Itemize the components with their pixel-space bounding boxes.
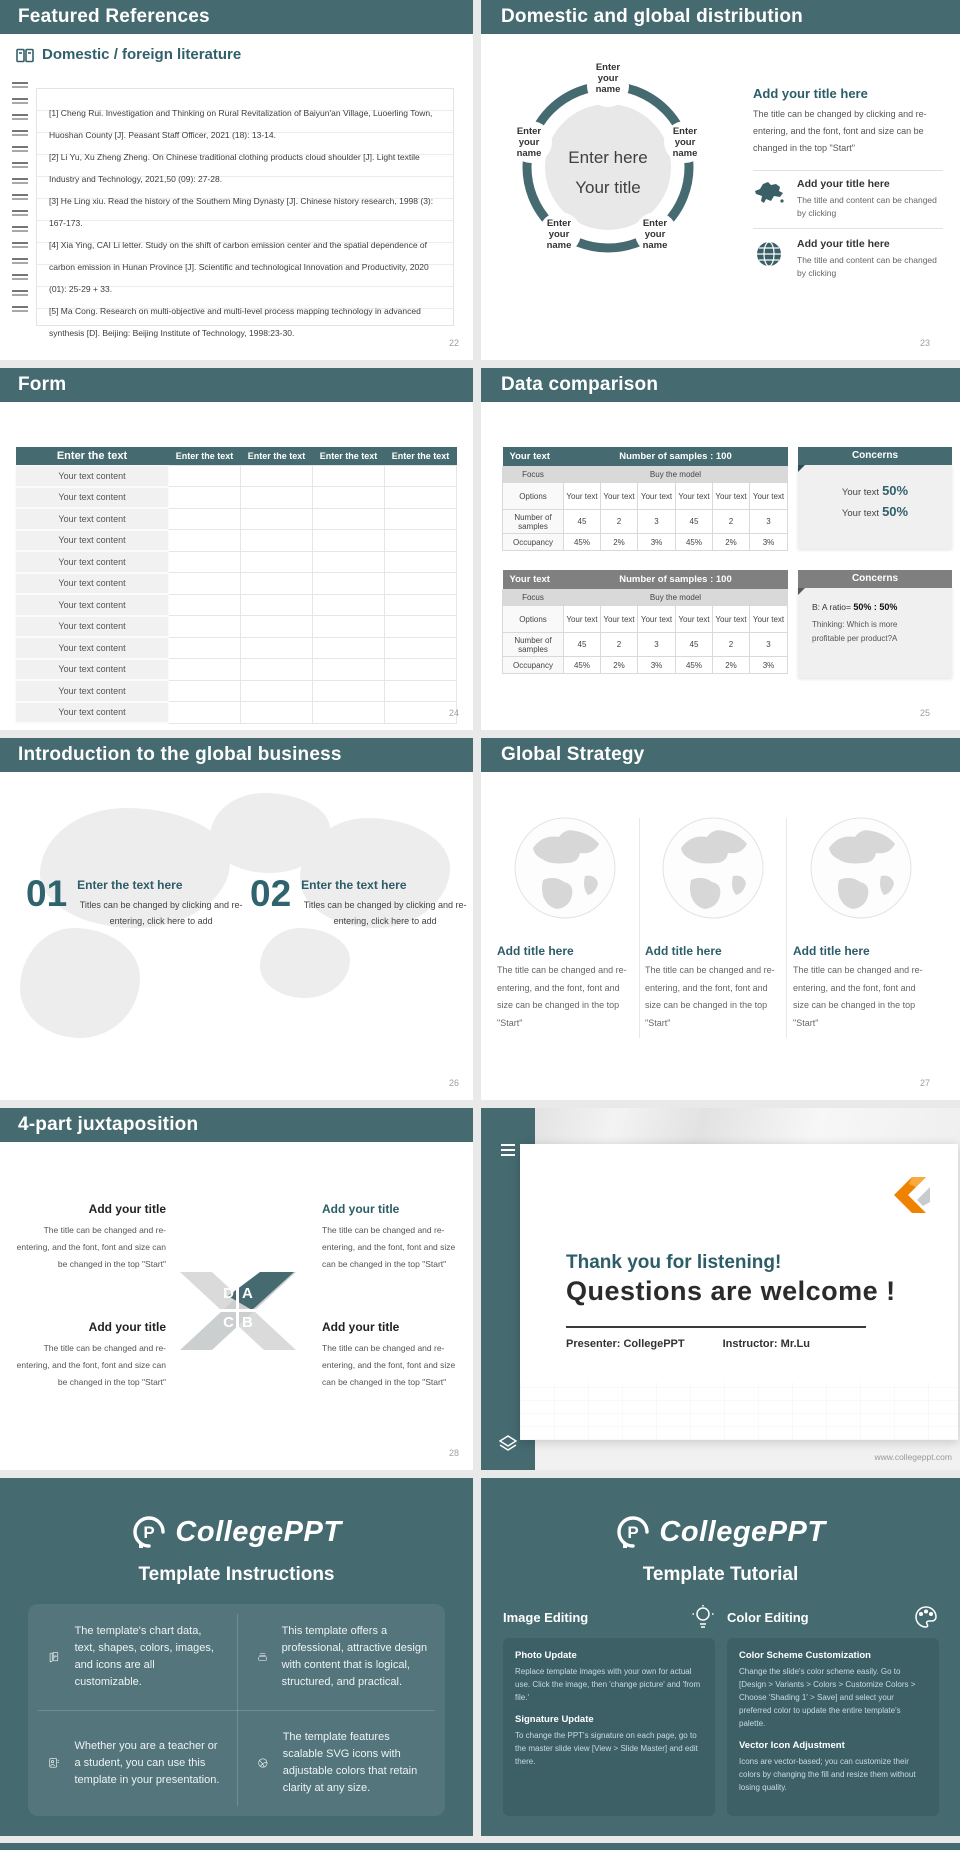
samples-label: Number of samples: [503, 510, 564, 534]
option-cell: Your text: [601, 483, 638, 510]
ribbon-fold: [798, 588, 805, 595]
section-heading: Color Scheme Customization: [739, 1650, 871, 1661]
row-label: Your text content: [16, 573, 169, 595]
row-label: Your text content: [16, 530, 169, 552]
row-label: Your text content: [16, 508, 169, 530]
feature-card-grid: [28, 1604, 445, 1816]
sample-value: 2: [713, 510, 750, 534]
world-map-watermark: [260, 928, 350, 998]
occupancy-value: 45%: [676, 534, 713, 551]
slide-4-part-juxtaposition: [0, 1108, 473, 1470]
item-number: 01: [26, 873, 68, 914]
page-number: 23: [919, 338, 930, 348]
questions-heading: Questions are welcome !: [566, 1276, 896, 1306]
thanks-heading: Thank you for listening!: [566, 1252, 782, 1273]
diagram-node-label: Enter your name: [516, 126, 542, 159]
feature-text: The template features scalable SVG icons with adjustable colors that retain clarity at any size.: [282, 1731, 418, 1794]
column-heading: Add title here: [793, 944, 870, 958]
block-heading: Add your title: [88, 1320, 166, 1334]
occupancy-value: 45%: [564, 534, 601, 551]
option-cell: Your text: [713, 483, 750, 510]
panel-item-body: The title and content can be changed by clicking: [797, 195, 937, 218]
column-body: The title can be changed and re-entering, and the font, font and size can be changed in the top "Start": [497, 965, 627, 1028]
feature-card: [237, 1710, 445, 1816]
item-heading: Enter the text here: [301, 878, 407, 892]
section-heading: Vector Icon Adjustment: [739, 1740, 845, 1751]
form-table: [15, 447, 457, 724]
tutorial-column-image-editing: [503, 1604, 715, 1816]
occupancy-value: 45%: [676, 657, 713, 674]
instructor-label: Instructor: Mr.Lu: [722, 1338, 810, 1350]
concerns-title: Concerns: [798, 570, 952, 588]
slide-title-bar: [481, 368, 960, 402]
option-cell: Your text: [750, 483, 788, 510]
row-label: Your text content: [16, 680, 169, 702]
sample-value: 45: [676, 510, 713, 534]
occupancy-value: 2%: [601, 657, 638, 674]
feature-card: [28, 1604, 236, 1710]
slide-title-bar: [0, 368, 473, 402]
table-header: Number of samples : 100: [564, 447, 788, 467]
diagram-node-label: Enter your name: [546, 218, 572, 251]
sample-value: 45: [564, 633, 601, 657]
globe-icon: [661, 816, 765, 920]
website-url: www.collegeppt.com: [874, 1452, 952, 1462]
column-body: The title can be changed and re-entering, and the font, font and size can be changed in the top "Start": [645, 965, 775, 1028]
slide-title: 4-part juxtaposition: [18, 1114, 199, 1135]
globe-icon: [755, 240, 783, 268]
reference-item: [5] Ma Cong. Research on multi-objective and multi-level process mapping technology in advanced synthesis [D]. Beijing: Beijing Institute of Technology, 1998:23-30.: [49, 306, 421, 338]
column-divider: [786, 818, 787, 1038]
quadrant-block-bottom-left: [16, 1320, 166, 1391]
table-row: [16, 530, 457, 552]
option-cell: Your text: [713, 606, 750, 633]
slide-title-bar: [481, 0, 960, 34]
section-body: To change the PPT's signature on each page, go to the master slide view [View > Slide Master] and edit there.: [515, 1731, 698, 1766]
concern-line: Your text 50%: [841, 504, 909, 519]
occupancy-label: Occupancy: [503, 534, 564, 551]
item-number: 02: [250, 873, 292, 914]
diagram-node-label: Enter your name: [672, 126, 698, 159]
lightbulb-icon: [691, 1604, 715, 1630]
slide-title: Domestic and global distribution: [501, 6, 803, 27]
brand-name: CollegePPT: [659, 1515, 826, 1548]
concerns-callout-1: [798, 447, 952, 549]
diagram-center-line1: Enter here: [568, 148, 648, 167]
option-cell: Your text: [564, 483, 601, 510]
svg-text:P: P: [54, 1655, 57, 1660]
svg-ball-icon: [257, 1745, 269, 1781]
slide-featured-references: [0, 0, 473, 360]
quadrant-letter: D: [223, 1285, 234, 1302]
sample-value: 2: [601, 633, 638, 657]
block-heading: Add your title: [322, 1202, 400, 1216]
presenter-label: Presenter: CollegePPT: [566, 1338, 685, 1350]
feature-card: [28, 1710, 236, 1816]
item-body: Titles can be changed by clicking and re-entering, click here to add: [79, 900, 243, 926]
option-cell: Your text: [676, 483, 713, 510]
ribbon-fold: [798, 465, 805, 472]
numbered-item-1: [26, 874, 245, 929]
sample-value: 3: [750, 510, 788, 534]
samples-label: Number of samples: [503, 633, 564, 657]
world-map-watermark: [20, 928, 140, 1038]
table-row: [16, 616, 457, 638]
slide-title-bar: [0, 738, 473, 772]
brand-name: CollegePPT: [175, 1515, 342, 1548]
slide-data-comparison: [481, 368, 960, 730]
page-number: 24: [448, 708, 459, 718]
comparison-table-1: [502, 447, 788, 551]
panel-heading: Add your title here: [753, 86, 868, 101]
page-number: 28: [448, 1448, 459, 1458]
section-body: Change the slide's color scheme easily. Go to [Design > Variants > Colors > Customize Colors > Choose 'Shading 1' > Save] and select your preferred color to update the entire template's palette.: [739, 1667, 916, 1728]
column-title: Image Editing: [503, 1609, 589, 1625]
strategy-column: [791, 816, 931, 1032]
column-divider: [639, 818, 640, 1038]
table-row: [16, 551, 457, 573]
svg-text:P: P: [143, 1523, 156, 1542]
sample-value: 2: [601, 510, 638, 534]
panel-item-title: Add your title here: [797, 178, 890, 190]
column-heading: Add title here: [497, 944, 574, 958]
credits-row: [566, 1338, 848, 1350]
menu-icon: [501, 1144, 515, 1159]
options-label: Options: [503, 483, 564, 510]
occupancy-value: 3%: [638, 534, 676, 551]
table-header-row: [16, 447, 457, 466]
tutorial-column-color-editing: [727, 1604, 939, 1816]
spiral-binder-decoration: [12, 82, 28, 322]
strategy-column: [495, 816, 635, 1032]
slide-title-bar: [481, 738, 960, 772]
table-corner: Your text: [503, 447, 564, 467]
concern-line: Your text 50%: [841, 483, 909, 498]
slide-title-bar: [0, 0, 473, 34]
table-header: Number of samples : 100: [564, 570, 788, 590]
section-heading: Photo Update: [515, 1650, 577, 1661]
numbered-item-2: [250, 874, 469, 929]
panel-template-instructions: [0, 1478, 473, 1836]
option-cell: Your text: [750, 606, 788, 633]
item-body: Titles can be changed by clicking and re-entering, click here to add: [303, 900, 467, 926]
occupancy-value: 3%: [638, 657, 676, 674]
quadrant-letter: C: [223, 1314, 234, 1331]
panel-item-title: Add your title here: [797, 238, 890, 250]
diagram-node-label: Enter your name: [595, 62, 621, 95]
reference-item: [2] Li Yu, Xu Zheng Zheng. On Chinese traditional clothing products cloud shoulder [J]. Light textile Industry and Technology, 2021,50 (09): 27-28.: [49, 152, 420, 184]
sample-value: 2: [713, 633, 750, 657]
slide-title: Form: [18, 374, 67, 395]
slide-title-bar: [0, 1108, 473, 1142]
block-body: The title can be changed and re-entering, and the font, font and size can be changed in the top "Start": [322, 1225, 456, 1269]
page-number: 27: [919, 1078, 930, 1088]
sample-value: 3: [638, 633, 676, 657]
design-stack-icon: [257, 1639, 268, 1675]
page-number: 26: [448, 1078, 459, 1088]
occupancy-label: Occupancy: [503, 657, 564, 674]
brand-logo-row: [481, 1514, 960, 1550]
item-heading: Enter the text here: [77, 878, 183, 892]
feature-text: This template offers a professional, attractive design with content that is logical, structured, and practical.: [281, 1625, 428, 1688]
quadrant-block-top-left: [16, 1202, 166, 1273]
row-label: Your text content: [16, 594, 169, 616]
panel-title: Template Tutorial: [642, 1564, 799, 1585]
slide-form: [0, 368, 473, 730]
globe-icon: [809, 816, 913, 920]
row-label: Your text content: [16, 637, 169, 659]
footer-accent-bar: [0, 1843, 960, 1850]
palette-icon: [913, 1605, 939, 1629]
options-label: Options: [503, 606, 564, 633]
quadrant-letter: A: [242, 1285, 253, 1302]
block-heading: Add your title: [88, 1202, 166, 1216]
teacher-icon: [48, 1745, 61, 1781]
focus-value: Buy the model: [564, 590, 788, 606]
occupancy-value: 45%: [564, 657, 601, 674]
ratio-line: B: A ratio= 50% : 50%: [812, 602, 898, 612]
slide-title: Data comparison: [501, 374, 659, 395]
section-heading: Domestic / foreign literature: [42, 46, 242, 63]
title-card: [520, 1144, 958, 1440]
row-label: Your text content: [16, 702, 169, 724]
slide-global-business-intro: [0, 738, 473, 1100]
concerns-title: Concerns: [798, 447, 952, 465]
column-body: The title can be changed and re-entering, and the font, font and size can be changed in the top "Start": [793, 965, 923, 1028]
background-sweep: [481, 1108, 960, 1146]
block-heading: Add your title: [322, 1320, 400, 1334]
svg-text:P: P: [627, 1523, 640, 1542]
reference-list: [36, 88, 454, 338]
slides-icon: [48, 1639, 61, 1675]
sample-value: 3: [638, 510, 676, 534]
panel-title: Template Instructions: [138, 1564, 335, 1585]
quadrant-block-top-right: [322, 1202, 467, 1273]
occupancy-value: 2%: [713, 534, 750, 551]
tutorial-box: [503, 1638, 715, 1816]
table-header-cell: Enter the text: [313, 447, 385, 466]
underline-rule: [566, 1326, 866, 1328]
section-body: Replace template images with your own for actual use. Click the image, then 'change picture' and 'from file.': [515, 1667, 701, 1702]
column-heading: Add title here: [645, 944, 722, 958]
table-header-cell: Enter the text: [169, 447, 241, 466]
row-label: Your text content: [16, 551, 169, 573]
option-cell: Your text: [564, 606, 601, 633]
occupancy-value: 3%: [750, 657, 788, 674]
option-cell: Your text: [601, 606, 638, 633]
option-cell: Your text: [638, 606, 676, 633]
column-title: Color Editing: [727, 1609, 809, 1625]
tutorial-box: [727, 1638, 939, 1816]
table-row: [16, 466, 457, 487]
table-row: [16, 637, 457, 659]
feature-text: The template's chart data, text, shapes, colors, images, and icons are all customizable.: [74, 1625, 214, 1688]
slide-global-strategy: [481, 738, 960, 1100]
panel-body: The title can be changed by clicking and re-entering, and the font, font and size can be changed in the top "Start": [753, 109, 927, 153]
sample-value: 45: [564, 510, 601, 534]
table-row: [16, 487, 457, 509]
row-label: Your text content: [16, 616, 169, 638]
occupancy-value: 2%: [601, 534, 638, 551]
reference-item: [3] He Ling xiu. Read the history of the Southern Ming Dynasty [J]. Chinese history research, 1998 (3): 167-173.: [49, 196, 434, 228]
block-body: The title can be changed and re-entering, and the font, font and size can be changed in the top "Start": [322, 1343, 456, 1387]
option-cell: Your text: [676, 606, 713, 633]
focus-label: Focus: [503, 590, 564, 606]
x-ribbon-graphic: [168, 1258, 308, 1363]
diagram-node-label: Enter your name: [642, 218, 668, 251]
table-header-cell: Enter the text: [385, 447, 457, 466]
option-cell: Your text: [638, 483, 676, 510]
reference-item: [4] Xia Ying, CAI Li letter. Study on the shift of carbon emission center and the spatial dependence of carbon emission in Hunan Province [J]. Scientific and technological Innovation and Productivity, 2020 (01): 25-29 + 33.: [49, 240, 429, 294]
panel-template-tutorial: [481, 1478, 960, 1836]
focus-value: Buy the model: [564, 467, 788, 483]
quadrant-letter: B: [242, 1314, 253, 1331]
china-map-icon: [753, 180, 787, 208]
table-row: [16, 573, 457, 595]
table-row: [16, 659, 457, 681]
table-header-cell: Enter the text: [16, 447, 169, 466]
reference-item: [1] Cheng Rui. Investigation and Thinking on Rural Revitalization of Baiyun'an Village, Luoerling Town, Huoshan County [J]. Peasant Staff Officer, 2021 (18): 13-14.: [49, 108, 433, 140]
row-label: Your text content: [16, 487, 169, 509]
block-body: The title can be changed and re-entering, and the font, font and size can be changed in the top "Start": [16, 1225, 166, 1269]
row-label: Your text content: [16, 659, 169, 681]
table-row: [16, 508, 457, 530]
strategy-column: [643, 816, 783, 1032]
panel-item-body: The title and content can be changed by clicking: [797, 255, 937, 278]
brand-arrow-logo: [890, 1176, 932, 1214]
slide-thank-you: [481, 1108, 960, 1470]
brand-logo-row: [0, 1514, 473, 1550]
sample-value: 45: [676, 633, 713, 657]
table-row: [16, 594, 457, 616]
feature-text: Whether you are a teacher or a student, you can use this template in your presentation.: [74, 1739, 220, 1786]
collegeppt-logo-icon: [615, 1514, 651, 1550]
open-book-icon: [16, 48, 34, 63]
focus-label: Focus: [503, 467, 564, 483]
comparison-table-2: [502, 570, 788, 674]
sample-value: 3: [750, 633, 788, 657]
layers-icon: [498, 1434, 518, 1452]
block-body: The title can be changed and re-entering, and the font, font and size can be changed in the top "Start": [16, 1343, 166, 1387]
table-corner: Your text: [503, 570, 564, 590]
table-header-cell: Enter the text: [241, 447, 313, 466]
globe-icon: [513, 816, 617, 920]
concerns-callout-2: [798, 570, 952, 678]
slide-domestic-global-distribution: [481, 0, 960, 360]
table-row: [16, 702, 457, 724]
diagram-center-line2: Your title: [575, 178, 641, 197]
occupancy-value: 2%: [713, 657, 750, 674]
slide-title: Introduction to the global business: [18, 744, 342, 765]
table-row: [16, 680, 457, 702]
slide-title: Featured References: [18, 6, 210, 27]
row-label: Your text content: [16, 466, 169, 487]
page-number: 25: [919, 708, 930, 718]
section-body: Icons are vector-based; you can customize their colors by changing the fill and resize them without losing quality.: [739, 1757, 916, 1792]
occupancy-value: 3%: [750, 534, 788, 551]
section-heading: Signature Update: [515, 1714, 594, 1725]
feature-card: [237, 1604, 445, 1710]
divider: [753, 170, 943, 171]
page-number: 22: [448, 338, 459, 348]
perspective-grid-decoration: [520, 1382, 958, 1440]
thinking-line: Thinking: Which is more profitable per product?A: [812, 620, 898, 643]
collegeppt-logo-icon: [131, 1514, 167, 1550]
divider: [753, 228, 943, 229]
slide-title: Global Strategy: [501, 744, 645, 765]
quadrant-block-bottom-right: [322, 1320, 467, 1391]
